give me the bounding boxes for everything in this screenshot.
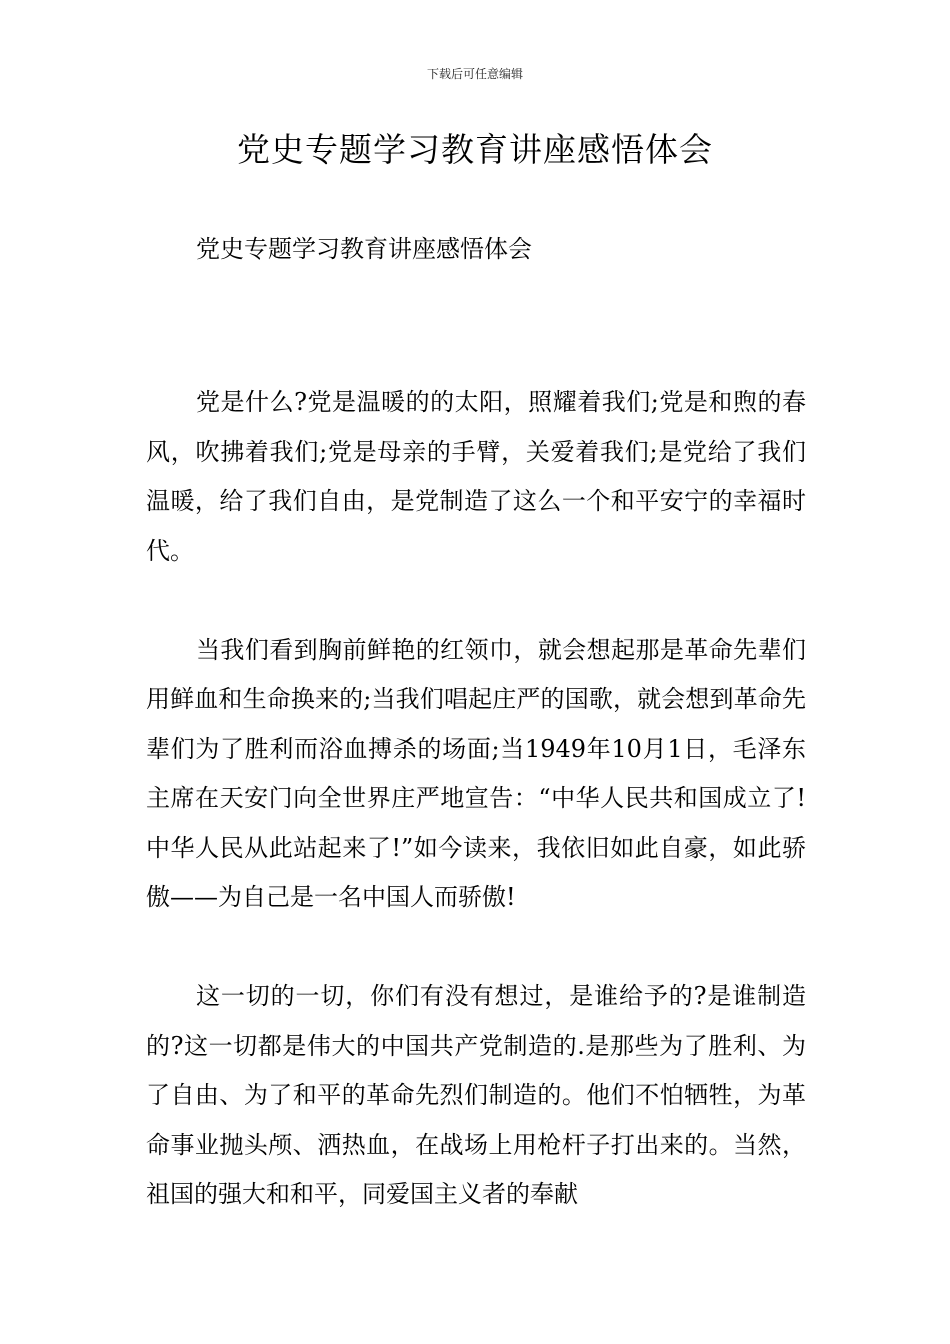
document-title: 党史专题学习教育讲座感悟体会 bbox=[237, 130, 713, 169]
header-note: 下载后可任意编辑 bbox=[426, 67, 523, 81]
document-subtitle: 党史专题学习教育讲座感悟体会 bbox=[196, 235, 532, 263]
document-body bbox=[146, 378, 806, 1269]
paragraph-2: 当我们看到胸前鲜艳的红领巾，就会想起那是革命先辈们用鲜血和生命换来的;当我们唱起庄严的国歌，就会想到革命先辈们为了胜利而浴血搏杀的场面;当1949年10月1日，毛泽东主席在天安门向全世界庄严地宣告：“中华人民共和国成立了!中华人民从此站起来了!”如今读来，我依旧如此自豪，如此骄傲——为自己是一名中国人而骄傲! bbox=[146, 635, 806, 911]
paragraph-3: 这一切的一切，你们有没有想过，是谁给予的?是谁制造的?这一切都是伟大的中国共产党制造的.是那些为了胜利、为了自由、为了和平的革命先烈们制造的。他们不怕牺牲，为革命事业抛头颅、洒热血，在战场上用枪杆子打出来的。当然，祖国的强大和和平，同爱国主义者的奉献 bbox=[146, 982, 806, 1208]
paragraph-1: 党是什么?党是温暖的的太阳，照耀着我们;党是和煦的春风，吹拂着我们;党是母亲的手臂，关爱着我们;是党给了我们温暖，给了我们自由，是党制造了这么一个和平安宁的幸福时代。 bbox=[146, 388, 806, 565]
